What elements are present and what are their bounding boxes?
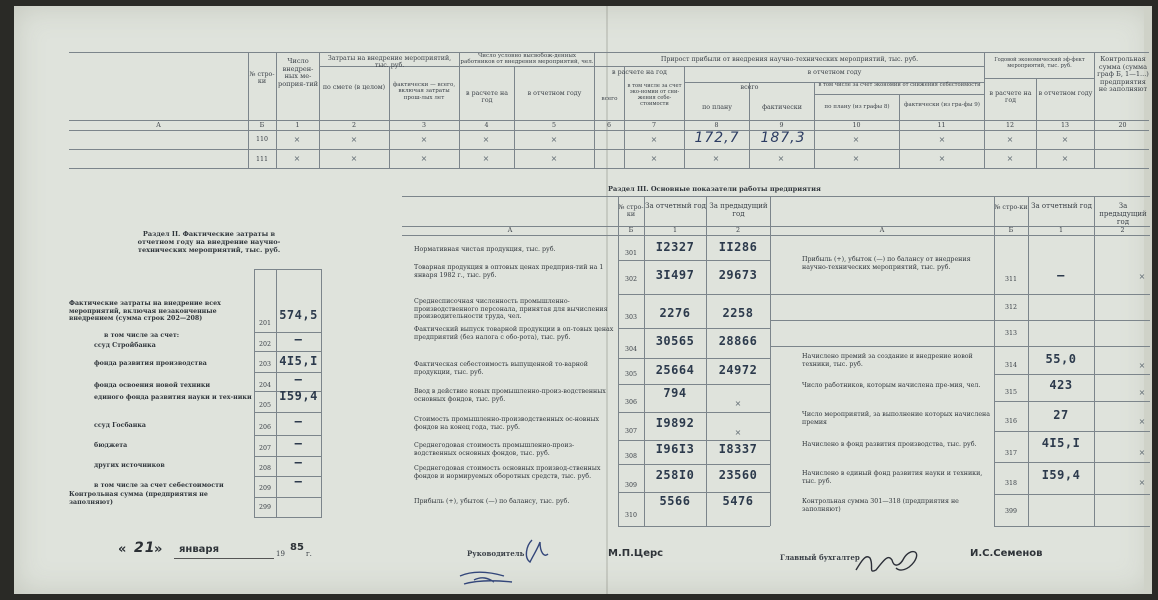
sec3-code-303: 303 xyxy=(624,314,638,321)
header-ae-report: в отчетном году xyxy=(1038,90,1093,97)
sec3-head-current: За отчетный год xyxy=(645,202,706,210)
cross-mark: × xyxy=(852,135,860,144)
sec3-code-a-2: А xyxy=(879,227,885,234)
header-costs-actual: фактически — всего, включая затраты прош-лых лет xyxy=(392,82,456,101)
header-pg-by-plan: по плану xyxy=(702,104,732,111)
sec3-prev-318: × xyxy=(1138,478,1146,487)
header-pg-cost-reduction: в том числе за счет эко-номии от сни-жения себе-стоимости xyxy=(627,83,682,107)
sec3-cur-310: 5566 xyxy=(659,494,691,508)
accountant-label: Главный бухгалтер xyxy=(780,553,860,562)
sec3-prev-303: 2258 xyxy=(722,306,754,320)
col-code-6: 6 xyxy=(606,122,611,129)
sec3-code-2-2: 2 xyxy=(1120,227,1125,234)
sec3-prev-306: × xyxy=(734,399,742,408)
sec3-code-312: 312 xyxy=(1004,304,1018,311)
sec3-label-304: Фактический выпуск товарной продукции в оп-товых ценах предприятий (без налога с обо-рота), тыс. руб. xyxy=(414,326,614,341)
section-3 xyxy=(14,6,1152,594)
sec3-code-2: 2 xyxy=(735,227,740,234)
sec2-value-207: – xyxy=(294,436,303,450)
header-pg-report-year: в отчетном году xyxy=(807,69,862,76)
col-code-3: 3 xyxy=(421,122,426,129)
cross-mark: × xyxy=(938,135,946,144)
sec3-prev-315: × xyxy=(1138,388,1146,397)
sec3-cur-314: 55,0 xyxy=(1045,352,1077,366)
sec3-cur-308: I96I3 xyxy=(655,442,695,456)
header-pg-plan-g8: по плану (из графы 8) xyxy=(824,104,890,110)
sec2-code-299: 299 xyxy=(258,504,272,511)
sec3-label-306: Ввод в действие новых промышленно-произ-водственных основных фондов, тыс. руб. xyxy=(414,388,606,403)
sec2-value-204: – xyxy=(294,372,303,386)
col-code-8: 8 xyxy=(714,122,719,129)
accountant-signature xyxy=(852,540,942,580)
sec3-code-310: 310 xyxy=(624,512,638,519)
sec3-code-1-2: 1 xyxy=(1058,227,1063,234)
sec2-value-202: – xyxy=(294,332,303,346)
footer-year: 85 xyxy=(290,542,304,553)
sec2-value-201: 574,5 xyxy=(279,308,318,322)
cross-mark: × xyxy=(293,135,301,144)
header-pg-year: в расчете на год xyxy=(612,69,667,76)
sec3-label-302: Товарная продукция в оптовых ценах предприя-тий на 1 января 1982 г., тыс. руб. xyxy=(414,264,604,279)
sec3-head-row-no: № стро-ки xyxy=(618,204,644,219)
sec3-label-318: Начислено в единый фонд развития науки и техники, тыс. руб. xyxy=(802,470,983,485)
sec3-cur-307: I9892 xyxy=(655,416,695,430)
sec3-code-305: 305 xyxy=(624,371,638,378)
sec3-cur-311: – xyxy=(1057,268,1065,282)
col-code-11: 11 xyxy=(937,122,946,129)
sec3-code-315: 315 xyxy=(1004,389,1018,396)
header-pg-incl-savings: в том числе за счет экономии от снижения себестоимости xyxy=(818,82,981,88)
sec3-prev-317: × xyxy=(1138,448,1146,457)
col-code-1: 1 xyxy=(295,122,300,129)
sec3-cur-305: 25664 xyxy=(655,363,695,377)
col-code-13: 13 xyxy=(1060,122,1069,129)
sec2-label-208: других источников xyxy=(94,462,165,469)
sec2-label-204: фонда освоения новой техники xyxy=(94,382,211,389)
sec2-code-209: 209 xyxy=(258,485,272,492)
sec2-code-204: 204 xyxy=(258,382,272,389)
row-110-col8: 172,7 xyxy=(694,130,740,146)
sec3-label-316: Число мероприятий, за выполнение которых начислена премия xyxy=(802,411,990,426)
sec3-prev-309: 23560 xyxy=(718,468,758,482)
sec3-prev-304: 28866 xyxy=(718,334,758,348)
sec3-label-399: Контрольная сумма 301—318 (предприятия не заполняют) xyxy=(802,498,959,513)
head-label: Руководитель xyxy=(467,549,525,558)
sec3-label-314: Начислено премий за создание и внедрение новой техники, тыс. руб. xyxy=(802,353,973,368)
cross-mark: × xyxy=(852,154,860,163)
header-costs: Затраты на внедрение мероприятий, тыс. руб. xyxy=(327,55,452,70)
sec3-code-314: 314 xyxy=(1004,362,1018,369)
sec3-cur-301: I2327 xyxy=(655,240,695,254)
head-signature xyxy=(454,536,554,592)
sec3-label-311: Прибыль (+), убыток (—) по балансу от внедрения научно-технических мероприятий, тыс. руб. xyxy=(802,256,971,271)
col-code-20: 20 xyxy=(1118,122,1127,129)
sec3-cur-304: 30565 xyxy=(655,334,695,348)
section-2-title: Раздел II. Фактические затраты в отчетном году на внедрение научно-технических мероприятий, тыс. руб. xyxy=(137,230,281,255)
header-rw-report: в отчетном году xyxy=(527,90,582,97)
sec2-label-207: бюджета xyxy=(94,442,128,449)
section-3-title: Раздел III. Основные показатели работы предприятия xyxy=(608,185,821,193)
sec2-code-207: 207 xyxy=(258,445,272,452)
sec3-label-305: Фактическая себестоимость выпущенной то-варной продукции, тыс. руб. xyxy=(414,361,588,376)
sec2-value-206: – xyxy=(294,414,303,428)
sec3-code-311: 311 xyxy=(1004,276,1018,283)
sec3-prev-316: × xyxy=(1138,417,1146,426)
sec3-label-308: Среднегодовая стоимость промышленно-произ-водственных основных фондов, тыс. руб. xyxy=(414,442,575,457)
sec3-code-a: А xyxy=(507,227,513,234)
cross-mark: × xyxy=(1061,154,1069,163)
sec3-head-previous: За предыдущий год xyxy=(709,202,768,219)
header-ae-calc: в расчете на год xyxy=(989,90,1032,105)
sec3-prev-314: × xyxy=(1138,361,1146,370)
cross-mark: × xyxy=(420,154,428,163)
cross-mark: × xyxy=(777,154,785,163)
col-code-7: 7 xyxy=(651,122,656,129)
header-control-sum: Контрольная сумма (сумма граф Б, 1—1...) предприятия не заполняют xyxy=(1097,56,1149,94)
cross-mark: × xyxy=(350,135,358,144)
header-rw-calc: в расчете на год xyxy=(466,90,508,105)
sec3-code-309: 309 xyxy=(624,482,638,489)
sec2-code-203: 203 xyxy=(258,361,272,368)
cross-mark: × xyxy=(550,154,558,163)
sec3-code-b: Б xyxy=(628,227,634,234)
sec2-value-203: 4I5,I xyxy=(279,354,318,368)
sec2-label-299: Контрольная сумма (предприятия не заполняют) xyxy=(69,491,208,506)
header-pg-rep-total: всего xyxy=(740,84,759,91)
sec3-head-row-no-2: № стро-ки xyxy=(994,204,1028,211)
sec3-code-b-2: Б xyxy=(1008,227,1014,234)
cross-mark: × xyxy=(712,154,720,163)
sec2-value-208: – xyxy=(294,455,303,469)
sec3-prev-310: 5476 xyxy=(722,494,754,508)
sec3-code-301: 301 xyxy=(624,250,638,257)
col-code-10: 10 xyxy=(852,122,861,129)
sec3-prev-308: I8337 xyxy=(718,442,758,456)
col-code-12: 12 xyxy=(1005,122,1014,129)
sec3-code-306: 306 xyxy=(624,399,638,406)
sec3-code-399: 399 xyxy=(1004,508,1018,515)
sec3-cur-302: 3I497 xyxy=(655,268,695,282)
header-profit-growth: Прирост прибыли от внедрения научно-технических мероприятий, тыс. руб. xyxy=(660,56,919,63)
sec2-label-209: в том числе за счет себестоимости xyxy=(94,482,224,489)
header-pg-actual: фактически xyxy=(762,104,802,111)
footer-year-prefix: 19 xyxy=(276,550,285,558)
sec3-head-current-2: За отчетный год xyxy=(1031,202,1092,210)
sec3-cur-306: 794 xyxy=(663,386,687,400)
col-code-a: А xyxy=(156,122,161,129)
sec3-label-303: Среднесписочная численность промышленно-производственного персонала, принятая для вычисления производительности труда, чел. xyxy=(414,298,608,321)
sec3-cur-316: 27 xyxy=(1053,408,1069,422)
sec2-label-206: ссуд Госбанка xyxy=(94,422,146,429)
sec2-label-203: фонда развития производства xyxy=(94,360,207,367)
sec3-label-307: Стоимость промышленно-производственных ос-новных фондов на конец года, тыс. руб. xyxy=(414,416,600,431)
sec3-label-309: Среднегодовая стоимость основных производ-ственных фондов и нормируемых оборотных средств, тыс. руб. xyxy=(414,465,601,480)
cross-mark: × xyxy=(293,154,301,163)
sec3-prev-311: × xyxy=(1138,272,1146,281)
row-110-col9: 187,3 xyxy=(760,130,806,146)
sec2-value-205: I59,4 xyxy=(279,389,318,403)
sec2-code-205: 205 xyxy=(258,402,272,409)
sec2-code-201: 201 xyxy=(258,320,272,327)
sec3-cur-303: 2276 xyxy=(659,306,691,320)
sec2-value-209: – xyxy=(294,474,303,488)
footer-year-suffix: г. xyxy=(306,550,312,558)
cross-mark: × xyxy=(350,154,358,163)
cross-mark: × xyxy=(1006,135,1014,144)
sec3-code-307: 307 xyxy=(624,428,638,435)
cross-mark: × xyxy=(1006,154,1014,163)
header-costs-estimate: по смете (в целом) xyxy=(322,84,386,91)
sec3-label-317: Начислено в фонд развития производства, тыс. руб. xyxy=(802,441,977,448)
header-row-no: № стро-ки xyxy=(249,71,275,86)
sec2-label-205: единого фонда развития науки и тех-ники xyxy=(94,394,252,401)
sec3-prev-301: II286 xyxy=(718,240,758,254)
footer-month: января xyxy=(179,544,219,555)
footer-day: 21 xyxy=(134,540,156,556)
sec2-code-208: 208 xyxy=(258,465,272,472)
cross-mark: × xyxy=(650,154,658,163)
head-name: М.П.Церс xyxy=(608,548,664,559)
sec2-label-201: Фактические затраты на внедрение всех мероприятий, включая незаконченные внедрением (сумма строк 202—208) xyxy=(69,300,221,323)
cross-mark: × xyxy=(482,154,490,163)
footer: « 21 » января 19 85 г. Руководитель М.П.Церс Главный бухгалтер И.С.Семенов xyxy=(14,536,1152,594)
sec3-code-318: 318 xyxy=(1004,480,1018,487)
sec3-code-308: 308 xyxy=(624,453,638,460)
header-released-workers: Число условно высвобож-денных работников от внедрения мероприятий, чел. xyxy=(460,53,594,66)
cross-mark: × xyxy=(1061,135,1069,144)
sec3-code-317: 317 xyxy=(1004,450,1018,457)
cross-mark: × xyxy=(482,135,490,144)
sec3-cur-309: 258I0 xyxy=(655,468,695,482)
sec3-head-previous-2: За предыдущий год xyxy=(1099,202,1147,227)
col-code-5: 5 xyxy=(551,122,556,129)
sec2-label-202: ссуд Стройбанка xyxy=(94,342,156,349)
sec2-code-206: 206 xyxy=(258,424,272,431)
sec3-label-315: Число работников, которым начислена пре-мия, чел. xyxy=(802,382,981,389)
sec3-code-1: 1 xyxy=(672,227,677,234)
col-code-b: Б xyxy=(259,122,265,129)
document-sheet xyxy=(14,6,1152,594)
sec3-code-304: 304 xyxy=(624,346,638,353)
header-pg-actual-g9: фактически (из гра-фы 9) xyxy=(903,102,980,108)
cross-mark: × xyxy=(550,135,558,144)
sec3-label-310: Прибыль (+), убыток (—) по балансу, тыс. руб. xyxy=(414,498,570,505)
row-110-code: 110 xyxy=(255,136,269,143)
sec2-code-202: 202 xyxy=(258,341,272,348)
sec2-label-incl: в том числе за счет: xyxy=(104,332,180,339)
col-code-2: 2 xyxy=(351,122,356,129)
sec3-label-301: Нормативная чистая продукция, тыс. руб. xyxy=(414,246,556,253)
sec3-code-302: 302 xyxy=(624,276,638,283)
sec3-prev-305: 24972 xyxy=(718,363,758,377)
cross-mark: × xyxy=(420,135,428,144)
sec3-code-316: 316 xyxy=(1004,418,1018,425)
cross-mark: × xyxy=(650,135,658,144)
header-count-measures: Число внедрен-ных ме-роприя-тий xyxy=(277,57,319,88)
sec3-prev-307: × xyxy=(734,428,742,437)
row-111-code: 111 xyxy=(255,156,269,163)
header-pg-total: всего xyxy=(601,96,618,102)
sec3-code-313: 313 xyxy=(1004,330,1018,337)
sec3-cur-318: I59,4 xyxy=(1041,468,1081,482)
sec3-cur-315: 423 xyxy=(1049,378,1073,392)
cross-mark: × xyxy=(938,154,946,163)
sec3-cur-317: 4I5,I xyxy=(1041,436,1081,450)
accountant-name: И.С.Семенов xyxy=(970,548,1043,559)
sec3-prev-302: 29673 xyxy=(718,268,758,282)
col-code-4: 4 xyxy=(484,122,489,129)
col-code-9: 9 xyxy=(779,122,784,129)
header-annual-effect: Годовой экономический эф-фект мероприятий, тыс. руб. xyxy=(994,57,1085,69)
